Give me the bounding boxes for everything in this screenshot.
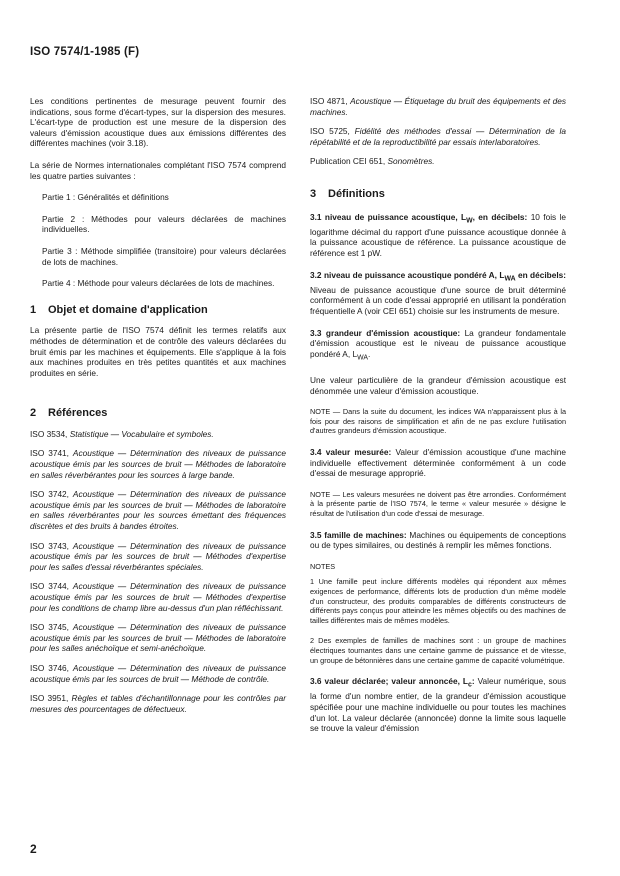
definition-term: valeur mesurée: xyxy=(325,447,392,458)
section-title: Objet et domaine d'application xyxy=(48,303,208,316)
section-number: 3 xyxy=(310,187,317,200)
reference-code: ISO 3745, xyxy=(30,622,69,633)
section-heading xyxy=(310,189,566,200)
reference-title: Acoustique — Détermination des niveaux de puissance acoustique émis par les sources de bruit — Méthodes d'expertise pour les salles d'essai réverbérantes spéciales. xyxy=(30,540,286,572)
definition xyxy=(310,270,566,317)
reference-item xyxy=(30,429,286,440)
definition-text: Machines ou équipements de conceptions ou de types similaires, ou destinés à remplir les mêmes fonctions. xyxy=(310,529,566,551)
note: 1 Une famille peut inclure différents modèles qui répondent aux mêmes exigences de performance, différents lots de production d'un même modèle d'un constructeur, des produits comparables de différents constructeurs de différents pays conçus pour atteindre les mêmes objectifs ou des machines de tailles différentes mais de mêmes modèles. xyxy=(310,577,566,625)
definition xyxy=(310,530,566,551)
reference-title: Sonomètres. xyxy=(387,156,435,167)
reference-code: ISO 3741, xyxy=(30,448,69,459)
definition-number: 3.3 xyxy=(310,327,322,338)
definition-number: 3.2 xyxy=(310,269,322,280)
note: 2 Des exemples de familles de machines sont : un groupe de machines électriques tournantes dans une certaine gamme de puissance et de vitesse, un groupe de bétonnières dans une certaine gamme de capacité volumétrique. xyxy=(310,636,566,665)
reference-item xyxy=(310,156,566,167)
definition-term: valeur déclarée; valeur annoncée, $L_c$: xyxy=(324,676,475,689)
reference-title: Acoustique — Étiquetage du bruit des équipements et des machines. xyxy=(310,96,566,117)
right-column xyxy=(310,96,566,745)
section-heading xyxy=(30,408,286,419)
note: NOTE — Dans la suite du document, les indices WA n'apparaissent plus à la fois pour des raisons de simplification et afin de ne pas exclure l'utilisation d'autres grandeurs d'émission acoustique. xyxy=(310,407,566,436)
list-item: Partie 4 : Méthode pour valeurs déclarées de lots de machines. xyxy=(42,278,275,289)
section-title: Définitions xyxy=(328,187,385,200)
definition xyxy=(310,447,566,479)
intro-paragraph: Les conditions pertinentes de mesurage peuvent fournir des indications, sous forme d'écart-types, sur la dispersion des mesures. L'écart-type de production est une mesure de la dispersion des valeurs d'émission acoustique dues aux émissions différentes des différentes machines (voir 3.18). xyxy=(30,96,286,149)
section-text: La présente partie de l'ISO 7574 définit les termes relatifs aux méthodes de détermination et de contrôle des valeurs déclarées du bruit émis par les machines et équipements. Elle s'applique à la fois aux machines produites en très petites quantités et aux machines produites en série. xyxy=(30,325,286,378)
reference-title: Acoustique — Détermination des niveaux de puissance acoustique émis par les sources de bruit — Méthodes de laboratoire pour les salles anéchoïque et semi-anéchoïque. xyxy=(30,622,286,654)
reference-code: ISO 4871, xyxy=(310,96,348,106)
reference-title: Acoustique — Détermination des niveaux de puissance acoustique émis par les sources de bruit — Méthode de contrôle. xyxy=(30,662,286,684)
definition-term: niveau de puissance acoustique, $L_W$, en décibels: xyxy=(324,211,528,225)
left-column xyxy=(30,96,286,723)
definition-number: 3.5 xyxy=(310,529,322,540)
reference-code: ISO 3746, xyxy=(30,662,69,673)
reference-code: ISO 3951, xyxy=(30,693,69,704)
definition-text: La grandeur fondamentale d'émission acoustique est le niveau de puissance acoustique pondéré A, $L_{WA}$. xyxy=(310,327,567,362)
reference-title: Acoustique — Détermination des niveaux de puissance acoustique émis par les sources de bruit — Méthodes d'expertise pour les conditions de champ libre au-dessus d'un plan réfléchissant. xyxy=(30,581,286,613)
definition-text: Niveau de puissance acoustique d'une source de bruit déterminé conformément à un code d'essai approprié en utilisant la pondération fréquentielle A (voir CEI 651) choisie sur les instruments de mesure. xyxy=(310,284,566,317)
reference-code: ISO 3743, xyxy=(30,540,69,551)
page-number: 2 xyxy=(30,842,37,856)
reference-title: Acoustique — Détermination des niveaux de puissance acoustique émis par les sources de bruit — Méthodes de laboratoire en salles réverbérantes pour les sources émettant des fréquences discrètes et des bruits à bandes étroites. xyxy=(30,489,286,532)
reference-item xyxy=(30,663,286,684)
list-item: Partie 3 : Méthode simplifiée (transitoire) pour valeurs déclarées de lots de machines. xyxy=(42,245,286,267)
definition-text: Valeur d'émission acoustique d'une machine individuelle effectivement déterminée conformément à un code d'essai de mesurage approprié. xyxy=(310,447,567,479)
definition-text: 10 fois le logarithme décimal du rapport d'une puissance acoustique donnée à la puissance acoustique de référence. La puissance acoustique de référence est 1 pW. xyxy=(310,211,567,258)
section-title: Références xyxy=(48,407,108,420)
reference-title: Statistique — Vocabulaire et symboles. xyxy=(69,428,214,439)
list-item: Partie 2 : Méthodes pour valeurs déclarées de machines individuelles. xyxy=(42,213,286,235)
definition-number: 3.1 xyxy=(310,211,322,222)
definition-number: 3.4 xyxy=(310,447,322,458)
note: NOTE — Les valeurs mesurées ne doivent pas être arrondies. Conformément à la présente partie de l'ISO 7574, le terme « valeur mesurée » désigne le résultat de l'utilisation d'un code d'essai de mesurage. xyxy=(310,489,566,518)
reference-title: Règles et tables d'échantillonnage pour les contrôles par mesures des pourcentages de défectueux. xyxy=(30,693,286,714)
definition-text: Une valeur particulière de la grandeur d'émission acoustique est dénommée une valeur d'émission acoustique. xyxy=(310,375,566,396)
reference-title: Acoustique — Détermination des niveaux de puissance acoustique émis par les sources de bruit — Méthodes de laboratoire en salles réverbérantes pour les sources à large bande. xyxy=(30,448,286,480)
reference-item xyxy=(30,693,286,714)
notes-heading: NOTES xyxy=(310,561,336,571)
references-list xyxy=(310,96,566,167)
reference-code: ISO 3534, xyxy=(30,428,68,439)
section-number: 2 xyxy=(30,407,37,420)
definition xyxy=(310,328,566,364)
definition-text: Valeur numérique, sous la forme d'un nombre entier, de la grandeur d'émission acoustique spécifiée pour une machine individuelle ou pour toutes les machines d'un lot. La valeur déclarée (annoncée) donne la limite sous laquelle se trouve la valeur d'émission xyxy=(310,676,566,734)
reference-item xyxy=(30,489,286,531)
definition xyxy=(310,676,566,734)
reference-code: ISO 3742, xyxy=(30,489,69,500)
section-number: 1 xyxy=(30,303,37,316)
references-list xyxy=(30,429,286,714)
reference-code: Publication CEI 651, xyxy=(310,156,386,167)
intro-paragraph: La série de Normes internationales complétant l'ISO 7574 comprend les quatre parties suivantes : xyxy=(30,159,286,181)
reference-code: ISO 3744, xyxy=(30,581,69,592)
list-item: Partie 1 : Généralités et définitions xyxy=(42,192,169,203)
document-header: ISO 7574/1-1985 (F) xyxy=(30,46,140,58)
reference-title: Fidélité des méthodes d'essai — Détermination de la répétabilité et de la reproductibilité par essais interlaboratoires. xyxy=(310,126,566,147)
reference-item xyxy=(30,622,286,654)
reference-item xyxy=(30,448,286,480)
reference-item xyxy=(30,581,286,613)
reference-item xyxy=(310,96,566,117)
definition-term: grandeur d'émission acoustique: xyxy=(325,327,461,338)
definition-number: 3.6 xyxy=(310,676,322,687)
definition xyxy=(310,212,566,259)
reference-item xyxy=(30,541,286,573)
reference-code: ISO 5725, xyxy=(310,126,350,137)
section-heading xyxy=(30,305,286,316)
parts-list xyxy=(30,192,286,289)
definition-term: niveau de puissance acoustique pondéré A, $L_{WA}$ en décibels: xyxy=(323,269,566,283)
definition-term: famille de machines: xyxy=(324,529,407,540)
reference-item xyxy=(310,126,566,147)
